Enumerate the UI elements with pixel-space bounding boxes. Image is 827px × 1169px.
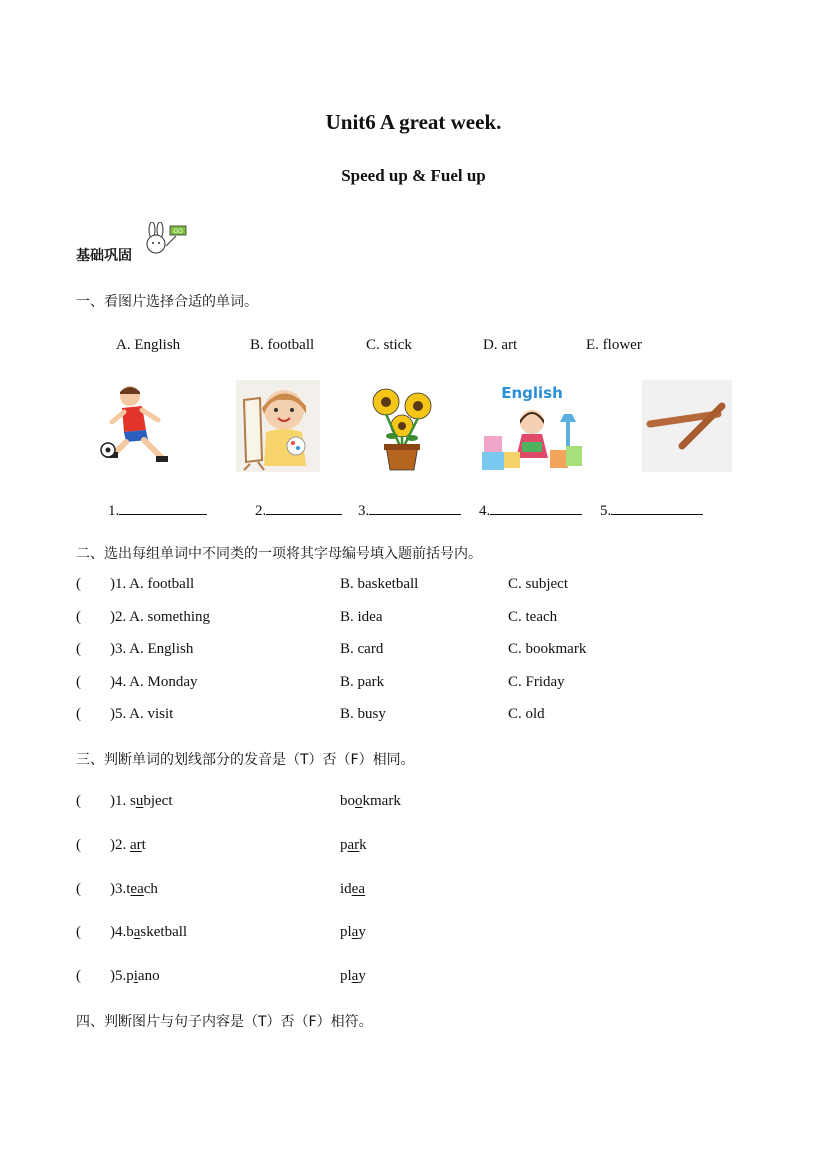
option-a: )2. A. something <box>110 609 210 625</box>
option-a: )3. A. English <box>110 641 194 657</box>
option-a: )5. A. visit <box>110 706 174 722</box>
q2-heading: 二、选出每组单词中不同类的一项将其字母编号填入题前括号内。 <box>76 546 482 562</box>
sticks-image <box>642 380 732 472</box>
q1-blank-1[interactable]: 1. <box>108 500 207 520</box>
word-2: bookmark <box>340 793 401 809</box>
word-1: )2. art <box>110 837 146 853</box>
word-1: )3.teach <box>110 881 158 897</box>
option-a: )1. A. football <box>110 576 195 592</box>
page-subtitle: Speed up & Fuel up <box>341 166 486 185</box>
painting-girl-image <box>236 380 320 472</box>
word-1: )1. subject <box>110 793 173 809</box>
option-a: )4. A. Monday <box>110 674 198 690</box>
word-2: park <box>340 837 367 853</box>
answer-paren[interactable]: ( <box>76 968 81 984</box>
answer-paren[interactable]: ( <box>76 837 81 853</box>
option-b: B. basketball <box>340 576 419 592</box>
q1-option-d: D. art <box>483 337 518 353</box>
word-1: )4.basketball <box>110 924 188 940</box>
q3-heading: 三、判断单词的划线部分的发音是（T）否（F）相同。 <box>76 752 415 768</box>
q4-heading: 四、判断图片与句子内容是（T）否（F）相符。 <box>76 1014 373 1030</box>
section-tag: 基础巩固 <box>76 248 132 264</box>
q1-option-e: E. flower <box>586 337 642 353</box>
answer-paren[interactable]: ( <box>76 641 81 657</box>
word-2: play <box>340 968 366 984</box>
option-b: B. park <box>340 674 385 690</box>
option-c: C. subject <box>508 576 568 592</box>
word-2: play <box>340 924 366 940</box>
answer-paren[interactable]: ( <box>76 576 81 592</box>
q1-blank-4[interactable]: 4. <box>479 500 582 520</box>
q1-blank-3[interactable]: 3. <box>358 500 461 520</box>
q1-blank-5[interactable]: 5. <box>600 500 703 520</box>
bunny-sign-text: GO <box>173 228 183 235</box>
option-b: B. idea <box>340 609 383 625</box>
word-2: idea <box>340 881 365 897</box>
bunny-sign-icon <box>142 222 188 256</box>
english-reading-girl-image <box>478 380 586 472</box>
option-c: C. old <box>508 706 545 722</box>
answer-paren[interactable]: ( <box>76 706 81 722</box>
english-picture-text: English <box>501 384 563 402</box>
q1-option-a: A. English <box>116 337 181 353</box>
option-c: C. teach <box>508 609 558 625</box>
option-c: C. Friday <box>508 674 565 690</box>
page-title: Unit6 A great week. <box>325 110 502 134</box>
answer-paren[interactable]: ( <box>76 674 81 690</box>
answer-paren[interactable]: ( <box>76 793 81 809</box>
q1-option-b: B. football <box>250 337 315 353</box>
q1-blank-2[interactable]: 2. <box>255 500 342 520</box>
q1-option-c: C. stick <box>366 337 412 353</box>
word-1: )5.piano <box>110 968 160 984</box>
option-c: C. bookmark <box>508 641 587 657</box>
answer-paren[interactable]: ( <box>76 881 81 897</box>
sunflower-image <box>362 380 442 472</box>
answer-paren[interactable]: ( <box>76 924 81 940</box>
answer-paren[interactable]: ( <box>76 609 81 625</box>
football-boy-image <box>96 380 192 472</box>
option-b: B. busy <box>340 706 386 722</box>
q1-heading: 一、看图片选择合适的单词。 <box>76 294 258 310</box>
option-b: B. card <box>340 641 384 657</box>
